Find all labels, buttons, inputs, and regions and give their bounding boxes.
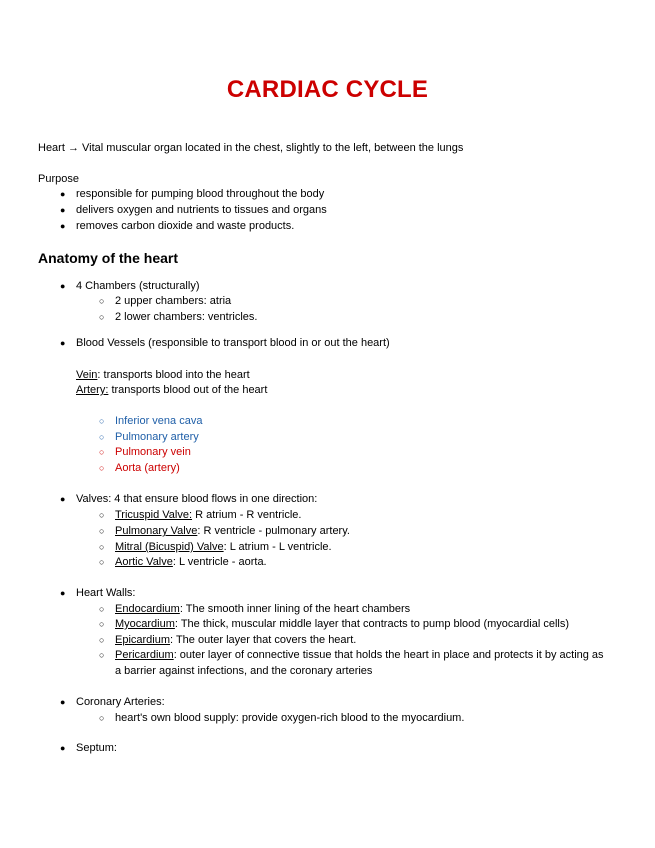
vessel-item: Inferior vena cava: [115, 415, 203, 427]
valve-term: Tricuspid Valve:: [115, 509, 193, 521]
chambers-label: 4 Chambers (structurally): [76, 280, 200, 292]
vessel-item: Aorta (artery): [115, 462, 180, 474]
artery-def: transports blood out of the heart: [108, 384, 268, 396]
wall-def: : The thick, muscular middle layer that contracts to pump blood (myocardial cells): [174, 618, 570, 630]
vessel-item: Pulmonary artery: [115, 431, 199, 443]
wall-item: [115, 602, 410, 616]
bullet-icon: ●: [60, 588, 66, 598]
coronary-item: heart's own blood supply: provide oxygen-rich blood to the myocardium.: [115, 712, 465, 724]
valve-def: R atrium - R ventricle.: [192, 509, 302, 521]
valve-def: : L atrium - L ventricle.: [223, 541, 332, 553]
wall-item: [115, 648, 605, 679]
valve-item: [115, 524, 350, 538]
sub-bullet-icon: ○: [99, 557, 105, 567]
wall-term: Myocardium: [115, 618, 175, 630]
purpose-item: delivers oxygen and nutrients to tissues and organs: [76, 204, 327, 216]
wall-term: Pericardium: [115, 649, 174, 661]
wall-item: [115, 633, 356, 647]
valve-term: Aortic Valve: [115, 556, 173, 568]
heart-term: Heart: [38, 142, 65, 154]
bullet-icon: ●: [60, 494, 66, 504]
valve-term: Pulmonary Valve: [115, 525, 198, 537]
wall-item: [115, 617, 569, 631]
chambers-item: 2 upper chambers: atria: [115, 295, 232, 307]
sub-bullet-icon: ○: [99, 432, 105, 442]
bullet-icon: ●: [60, 221, 66, 231]
bullet-icon: ●: [60, 338, 66, 348]
sub-bullet-icon: ○: [99, 296, 105, 306]
valves-label: Valves: 4 that ensure blood flows in one direction:: [76, 493, 318, 505]
bullet-icon: ●: [60, 697, 66, 707]
artery-definition: [76, 383, 267, 397]
sub-bullet-icon: ○: [99, 542, 105, 552]
wall-def: : The outer layer that covers the heart.: [170, 634, 357, 646]
heart-definition: [38, 141, 463, 155]
vessels-label: Blood Vessels (responsible to transport blood in or out the heart): [76, 337, 390, 349]
artery-term: Artery:: [76, 384, 109, 396]
valve-def: : L ventricle - aorta.: [172, 556, 267, 568]
arrow-glyph: →: [67, 142, 79, 154]
vein-def: : transports blood into the heart: [97, 369, 250, 381]
vessel-item: Pulmonary vein: [115, 446, 191, 458]
vein-term: Vein: [76, 369, 98, 381]
heart-definition-text: Vital muscular organ located in the chest, slightly to the left, between the lungs: [82, 142, 464, 154]
bullet-icon: ●: [60, 281, 66, 291]
sub-bullet-icon: ○: [99, 447, 105, 457]
anatomy-heading: Anatomy of the heart: [38, 250, 179, 266]
purpose-heading: Purpose: [38, 173, 79, 185]
wall-def: : outer layer of connective tissue that holds the heart in place and protects it by acting as a barrier against infections, and the coronary arteries: [115, 649, 604, 677]
bullet-icon: ●: [60, 743, 66, 753]
bullet-icon: ●: [60, 189, 66, 199]
bullet-icon: ●: [60, 205, 66, 215]
sub-bullet-icon: ○: [99, 635, 105, 645]
valve-item: [115, 555, 267, 569]
sub-bullet-icon: ○: [99, 416, 105, 426]
chambers-item: 2 lower chambers: ventricles.: [115, 311, 258, 323]
valve-item: [115, 540, 332, 554]
wall-def: : The smooth inner lining of the heart chambers: [179, 603, 411, 615]
sub-bullet-icon: ○: [99, 713, 105, 723]
vein-definition: [76, 368, 250, 382]
wall-term: Epicardium: [115, 634, 171, 646]
valve-def: : R ventricle - pulmonary artery.: [197, 525, 350, 537]
purpose-item: responsible for pumping blood throughout the body: [76, 188, 325, 200]
purpose-item: removes carbon dioxide and waste products.: [76, 220, 295, 232]
sub-bullet-icon: ○: [99, 604, 105, 614]
sub-bullet-icon: ○: [99, 650, 105, 660]
coronary-label: Coronary Arteries:: [76, 696, 165, 708]
valve-term: Mitral (Bicuspid) Valve: [115, 541, 224, 553]
page-title: CARDIAC CYCLE: [226, 76, 429, 103]
walls-label: Heart Walls:: [76, 587, 136, 599]
sub-bullet-icon: ○: [99, 463, 105, 473]
septum-label: Septum:: [76, 742, 117, 754]
wall-term: Endocardium: [115, 603, 180, 615]
sub-bullet-icon: ○: [99, 510, 105, 520]
sub-bullet-icon: ○: [99, 312, 105, 322]
valve-item: [115, 508, 301, 522]
sub-bullet-icon: ○: [99, 619, 105, 629]
sub-bullet-icon: ○: [99, 526, 105, 536]
